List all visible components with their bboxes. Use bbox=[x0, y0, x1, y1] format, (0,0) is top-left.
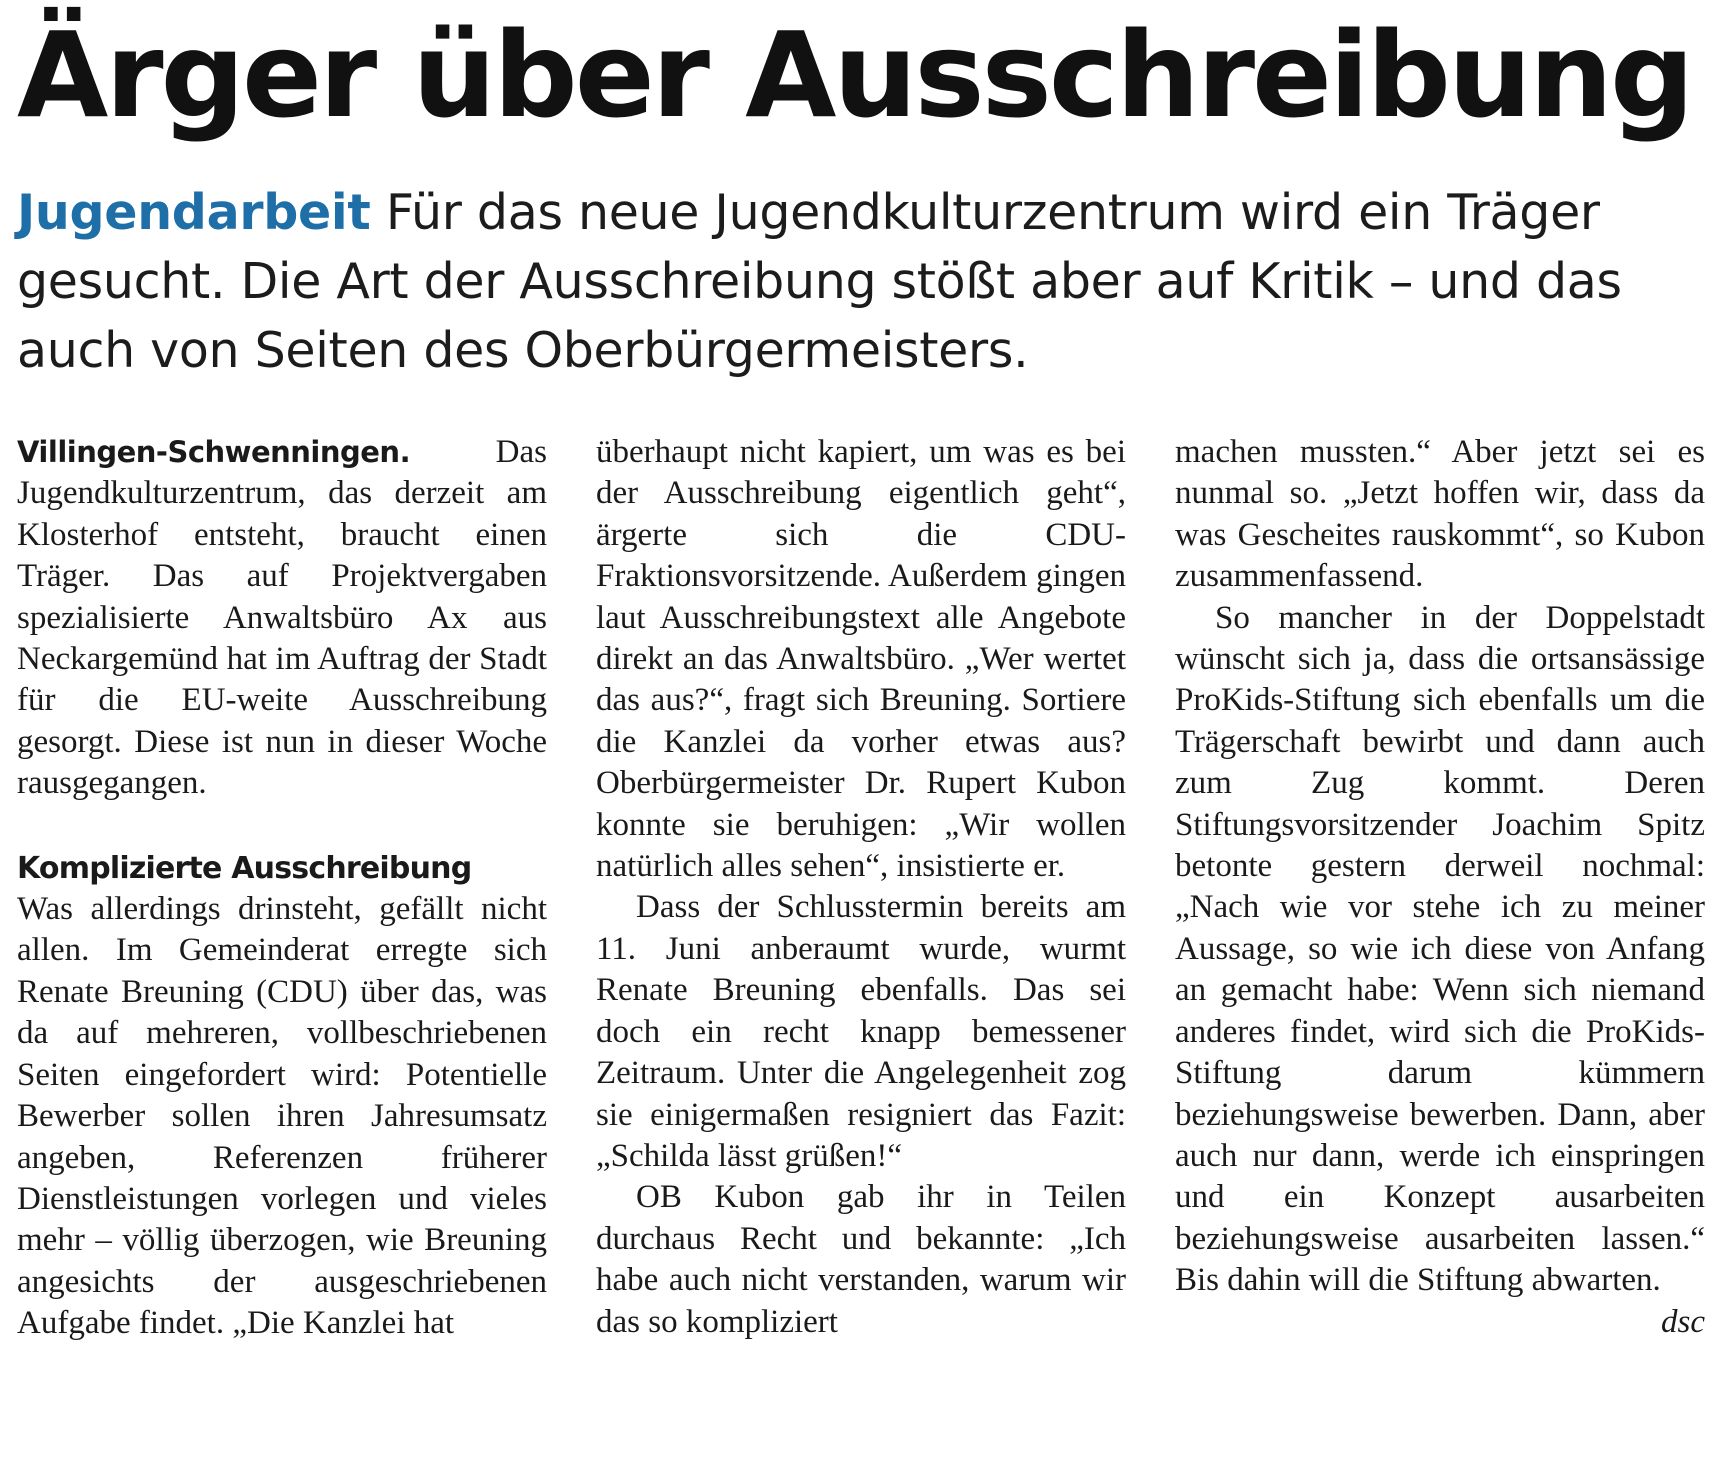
paragraph-text: Das Jugendkulturzentrum, das derzeit am Klosterhof entsteht, braucht einen Träger. Das auf Projektvergaben spezialisierte Anwaltsbüro Ax aus Neckargemünd hat im Auftrag der Stadt für die EU-weite Ausschreibung gesorgt. Diese ist nun in dieser Woche rausgegangen. bbox=[17, 434, 547, 802]
headline: Ärger über Ausschreibung bbox=[17, 6, 1692, 144]
paragraph bbox=[1175, 598, 1705, 1343]
paragraph: Was allerdings drinsteht, gefällt nicht allen. Im Gemeinderat erregte sich Renate Breuning (CDU) über das, was da auf mehreren, vollbeschriebenen Seiten eingefordert wird: Potentielle Bewerber sollen ihren Jahresumsatz angeben, Referenzen früherer Dienstleistungen vorlegen und vieles mehr – völlig überzogen, wie Breuning angesichts der ausgeschriebenen Aufgabe findet. „Die Kanzlei hat bbox=[17, 891, 547, 1342]
paragraph: machen mussten.“ Aber jetzt sei es nunmal so. „Jetzt hoffen wir, dass da was Gescheites rauskommt“, so Kubon zusammenfassend. bbox=[1175, 434, 1705, 595]
kicker: Jugendarbeit bbox=[17, 184, 371, 241]
paragraph: Dass der Schlusstermin bereits am 11. Juni anberaumt wurde, wurmt Renate Breuning ebenfalls. Das sei doch ein recht knapp bemessener Zeitraum. Unter die Angelegenheit zog sie einigermaßen resigniert das Fazit: „Schilda lässt grüßen!“ bbox=[596, 889, 1126, 1174]
author-initials: dsc bbox=[1661, 1303, 1705, 1340]
paragraph: überhaupt nicht kapiert, um was es bei der Ausschreibung eigentlich geht“, ärgerte sich die CDU-Fraktionsvorsitzende. Außerdem gingen laut Ausschreibungstext alle Angebote direkt an das Anwaltsbüro. „Wer wertet das aus?“, fragt sich Breuning. Sortiere die Kanzlei da vorher etwas aus? Oberbürgermeister Dr. Rupert Kubon konnte sie beruhigen: „Wir wollen natürlich alles sehen“, insistierte er. bbox=[596, 434, 1126, 885]
paragraph-text: So mancher in der Doppelstadt wünscht sich ja, dass die ortsansässige ProKids-Stiftung sich ebenfalls um die Trägerschaft bewirbt und dann auch zum Zug kommt. Deren Stiftungsvorsitzender Joachim Spitz betonte gestern derweil nochmal: „Nach wie vor stehe ich zu meiner Aussage, so wie ich diese von Anfang an gemacht habe: Wenn sich niemand anderes findet, wird sich die ProKids-Stiftung darum kümmern beziehungsweise bewerben. Dann, aber auch nur dann, werde ich einspringen und ein Konzept ausarbeiten beziehungsweise ausarbeiten lassen.“ Bis dahin will die Stiftung abwarten. bbox=[1175, 599, 1705, 1299]
deck bbox=[17, 178, 1697, 385]
article-body bbox=[17, 432, 1705, 1472]
column-1 bbox=[17, 432, 547, 1472]
dateline: Villingen-Schwenningen. bbox=[17, 435, 411, 469]
paragraph: OB Kubon gab ihr in Teilen durchaus Recht und bekannte: „Ich habe auch nicht verstanden, warum wir das so kompliziert bbox=[596, 1179, 1126, 1340]
subheading: Komplizierte Ausschreibung bbox=[17, 850, 472, 886]
deck-text: Für das neue Jugendkulturzentrum wird ein Träger gesucht. Die Art der Ausschreibung stößt aber auf Kritik – und das auch von Seiten des Oberbürgermeisters. bbox=[17, 184, 1622, 379]
column-2 bbox=[596, 432, 1126, 1472]
column-3 bbox=[1175, 432, 1705, 1472]
paragraph bbox=[17, 432, 547, 805]
